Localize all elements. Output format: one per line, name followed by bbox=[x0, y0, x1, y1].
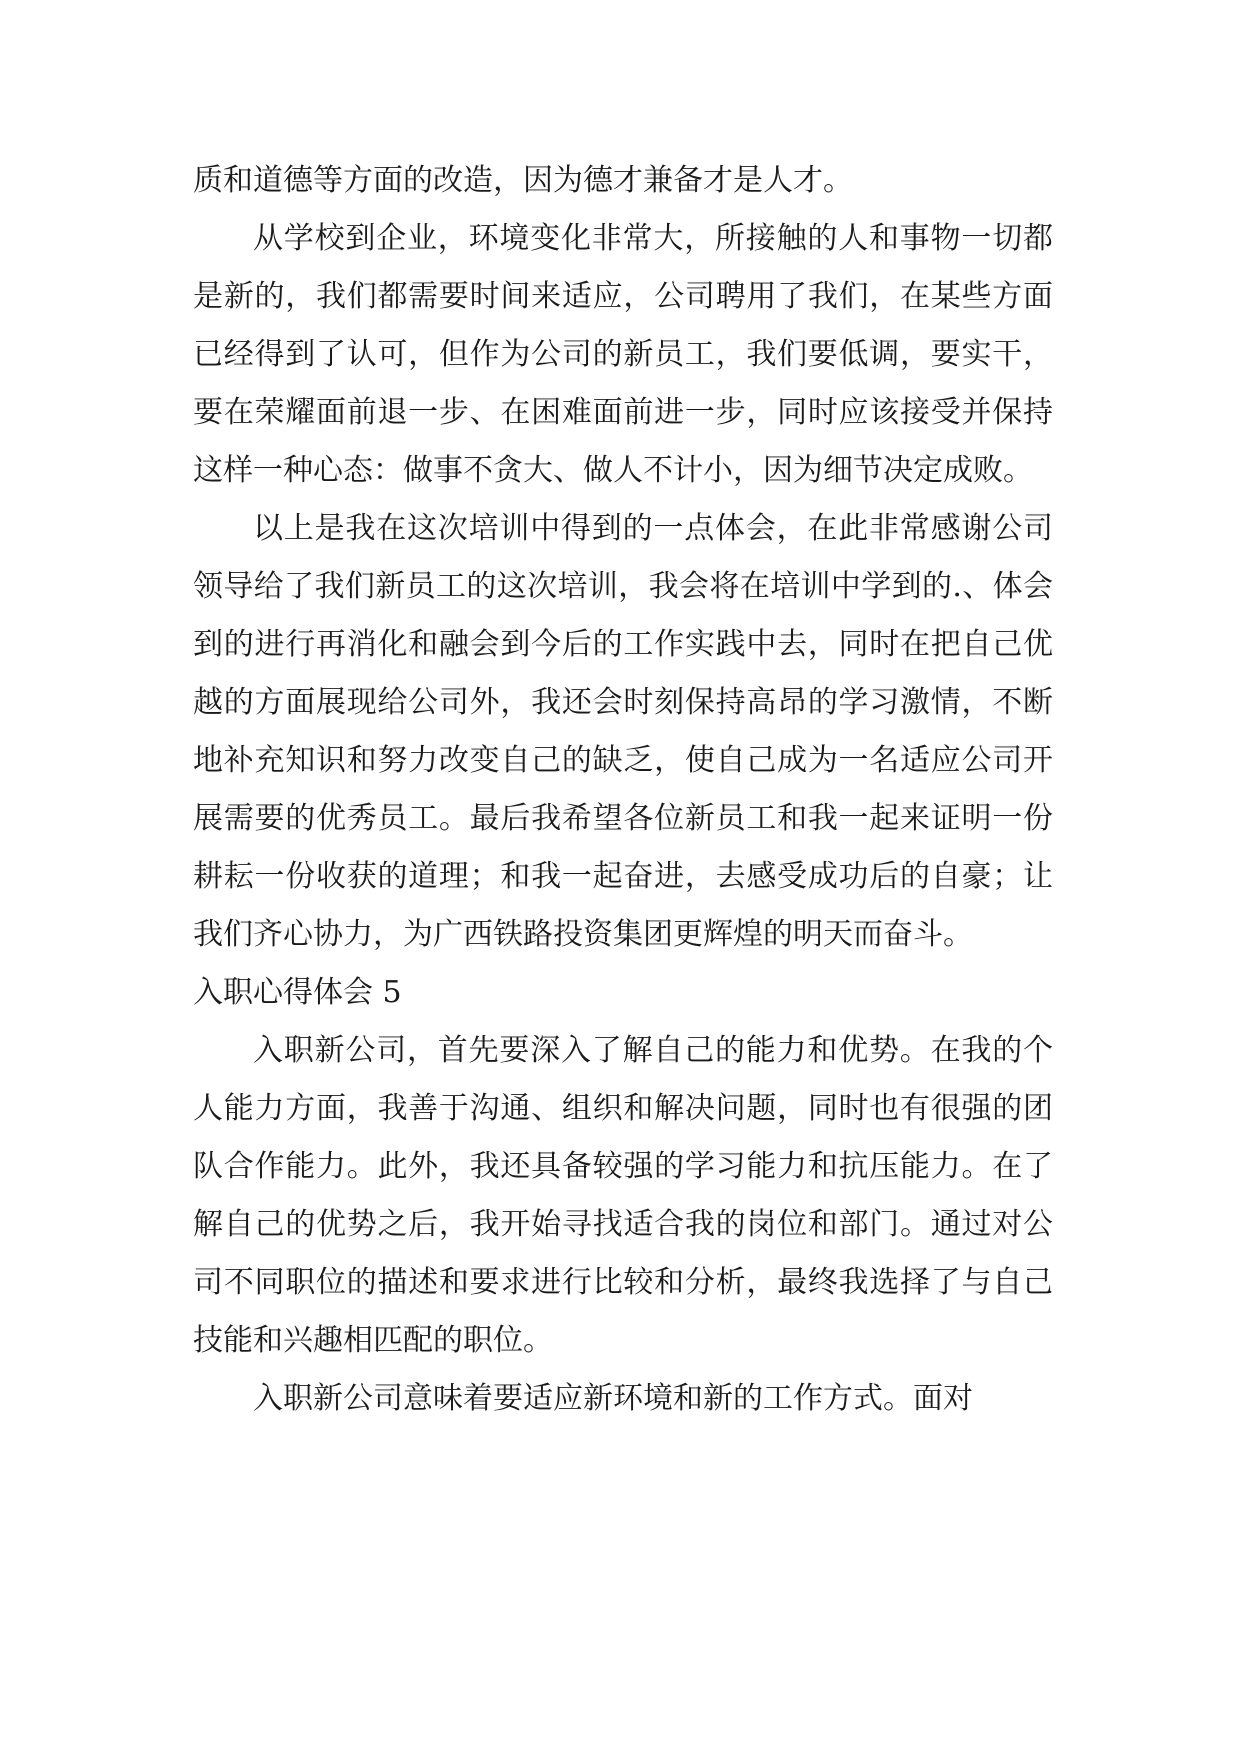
paragraph-continuation: 质和道德等方面的改造，因为德才兼备才是人才。 bbox=[193, 163, 853, 198]
document-body bbox=[193, 152, 1053, 1428]
paragraph: 从学校到企业，环境变化非常大，所接触的人和事物一切都是新的，我们都需要时间来适应，公司聘用了我们，在某些方面已经得到了认可，但作为公司的新员工，我们要低调，要实干，要在荣耀面前退一步、在困难面前进一步，同时应该接受并保持这样一种心态：做事不贪大、做人不计小，因为细节决定成败。 bbox=[193, 221, 1053, 488]
paragraph: 入职新公司意味着要适应新环境和新的工作方式。面对 bbox=[253, 1381, 973, 1416]
section-heading: 入职心得体会 5 bbox=[193, 975, 402, 1010]
paragraph: 入职新公司，首先要深入了解自己的能力和优势。在我的个人能力方面，我善于沟通、组织和解决问题，同时也有很强的团队合作能力。此外，我还具备较强的学习能力和抗压能力。在了解自己的优势之后，我开始寻找适合我的岗位和部门。通过对公司不同职位的描述和要求进行比较和分析，最终我选择了与自己技能和兴趣相匹配的职位。 bbox=[193, 1033, 1053, 1358]
paragraph: 以上是我在这次培训中得到的一点体会，在此非常感谢公司领导给了我们新员工的这次培训，我会将在培训中学到的.、体会到的进行再消化和融会到今后的工作实践中去，同时在把自己优越的方面展现给公司外，我还会时刻保持高昂的学习激情，不断地补充知识和努力改变自己的缺乏，使自己成为一名适应公司开展需要的优秀员工。最后我希望各位新员工和我一起来证明一份耕耘一份收获的道理；和我一起奋进，去感受成功后的自豪；让我们齐心协力，为广西铁路投资集团更辉煌的明天而奋斗。 bbox=[193, 511, 1053, 952]
